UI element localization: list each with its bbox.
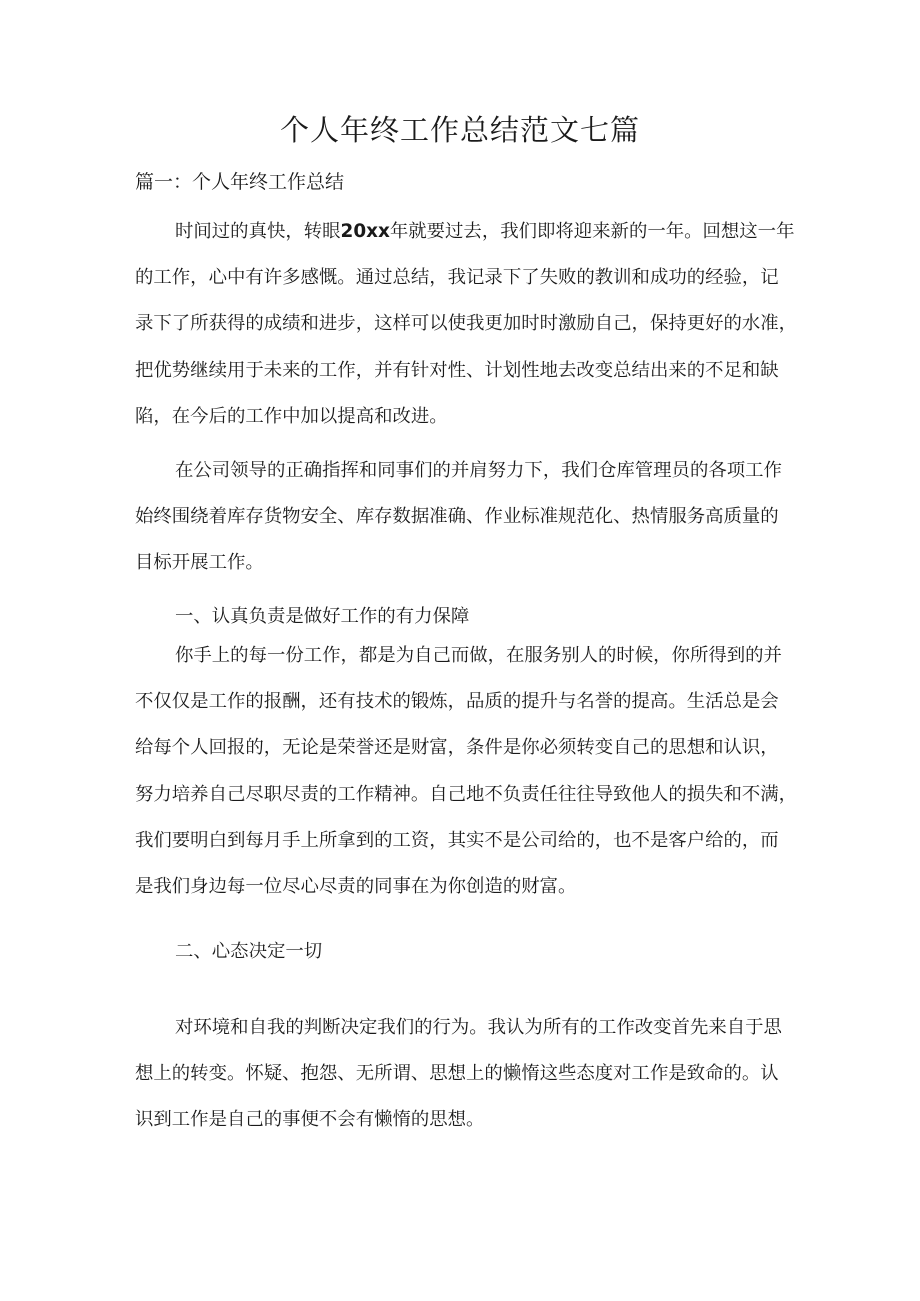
- paragraph-line: 识到工作是自己的事便不会有懒惰的思想。: [135, 1109, 485, 1131]
- document-title: 个人年终工作总结范文七篇: [279, 113, 640, 147]
- paragraph-line: 你手上的每一份工作，都是为自己而做，在服务别人的时候，你所得到的并: [175, 645, 782, 666]
- paragraph-line: 是我们身边每一位尽心尽责的同事在为你创造的财富。: [135, 876, 577, 898]
- subheading-attitude: 二、心态决定一切: [175, 941, 323, 962]
- paragraph-line: 的工作，心中有许多感慨。通过总结，我记录下了失败的教训和成功的经验，记: [135, 267, 779, 289]
- paragraph-line: 不仅仅是工作的报酬，还有技术的锻炼，品质的提升与名誉的提高。生活总是会: [135, 691, 779, 713]
- paragraph-line: 对环境和自我的判断决定我们的行为。我认为所有的工作改变首先来自于思: [175, 1017, 782, 1038]
- paragraph-line: 目标开展工作。: [135, 552, 264, 574]
- paragraph-line: 录下了所获得的成绩和进步，这样可以使我更加时时激励自己，保持更好的水准，: [135, 313, 798, 335]
- paragraph-line: 时间过的真快，转眼20xx年就要过去，我们即将迎来新的一年。回想这一年: [175, 221, 795, 242]
- paragraph-line: 在公司领导的正确指挥和同事们的并肩努力下，我们仓库管理员的各项工作: [175, 460, 782, 481]
- paragraph-line: 我们要明白到每月手上所拿到的工资，其实不是公司给的，也不是客户给的，而: [135, 829, 779, 851]
- paragraph-responsibility: [135, 633, 798, 910]
- section-heading: 篇一：个人年终工作总结: [135, 171, 345, 193]
- paragraph-line: 陷，在今后的工作中加以提高和改进。: [135, 405, 448, 427]
- subheading-responsibility: 一、认真负责是做好工作的有力保障: [175, 606, 470, 627]
- year-text: 20xx: [340, 221, 390, 242]
- paragraph-line: 想上的转变。怀疑、抱怨、无所谓、思想上的懒惰这些态度对工作是致命的。认: [135, 1063, 779, 1085]
- paragraph-intro: [135, 209, 798, 440]
- paragraph-line: 给每个人回报的，无论是荣誉还是财富，条件是你必须转变自己的思想和认识，: [135, 737, 779, 759]
- paragraph-line: 始终围绕着库存货物安全、库存数据准确、作业标准规范化、热情服务高质量的: [135, 506, 779, 528]
- paragraph-team: [135, 448, 790, 587]
- paragraph-line: 努力培养自己尽职尽责的工作精神。自己地不负责任往往导致他人的损失和不满，: [135, 783, 798, 805]
- paragraph-attitude: [135, 1005, 790, 1144]
- paragraph-line: 把优势继续用于未来的工作，并有针对性、计划性地去改变总结出来的不足和缺: [135, 359, 779, 381]
